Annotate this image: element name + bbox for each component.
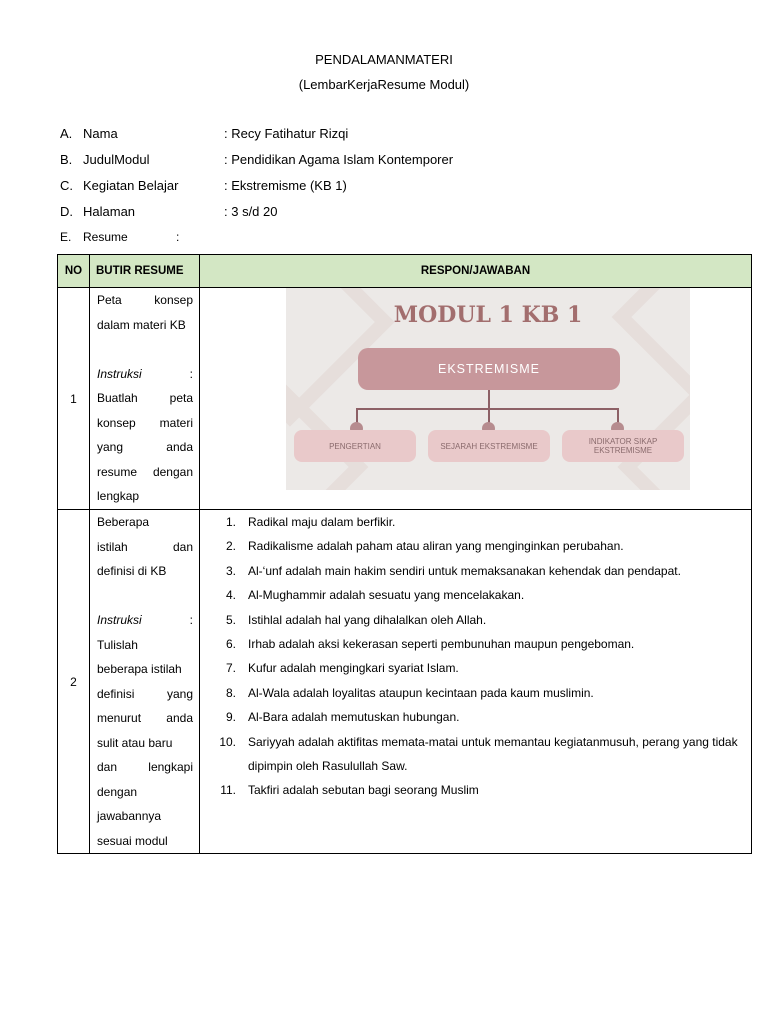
concept-child-node: INDIKATOR SIKAP EKSTREMISME: [562, 430, 684, 462]
list-item: 3. Al-‘unf adalah main hakim sendiri untuk memaksanakan kehendak dan pendapat.: [225, 563, 681, 578]
header-respon-jawaban: RESPON/JAWABAN: [200, 255, 752, 288]
document-subtitle: (LembarKerjaResume Modul): [298, 77, 470, 92]
info-row-nama: A. Nama : Recy Fatihatur Rizqi: [60, 126, 349, 141]
list-item: 1. Radikal maju dalam berfikir.: [225, 515, 396, 529]
info-row-judul-modul: B. JudulModul : Pendidikan Agama Islam Kontemporer: [60, 152, 454, 167]
table-header-row: [58, 255, 752, 288]
list-item: 11. Takfiri adalah sebutan bagi seorang Muslim: [220, 783, 479, 798]
row-number: 2: [58, 510, 90, 854]
concept-map-cell: [200, 288, 752, 510]
terms-list: [200, 510, 751, 803]
concept-child-node: PENGERTIAN: [294, 430, 416, 462]
table-row: [58, 510, 752, 854]
list-item: 5. Istihlal adalah hal yang dihalalkan oleh Allah.: [225, 612, 487, 627]
row-number: 1: [58, 288, 90, 510]
list-item: 7. Kufur adalah mengingkari syariat Islam.: [225, 661, 459, 676]
butir-cell: Beberapa istilah dan definisi di KB Instruksi : Tulislah beberapa istilah definisi yang menurut anda sulit atau baru dan lengkapi dengan jawabannya sesuai modul: [90, 510, 200, 854]
header-butir-resume: BUTIR RESUME: [90, 255, 200, 288]
table-row: [58, 288, 752, 510]
list-item: 4. Al-Mughammir adalah sesuatu yang mencelakakan.: [225, 588, 525, 603]
instruksi-label: Instruksi :: [97, 613, 193, 627]
list-item: 9. Al-Bara adalah memutuskan hubungan.: [225, 710, 460, 725]
info-row-halaman: D. Halaman : 3 s/d 20: [60, 204, 278, 219]
butir-cell: Peta konsep dalam materi KB Instruksi : Buatlah peta konsep materi yang anda resume dengan lengkap: [90, 288, 200, 510]
info-row-resume: E. Resume :: [60, 230, 180, 244]
document-title: PENDALAMANMATERI: [315, 52, 453, 67]
info-row-kegiatan-belajar: C. Kegiatan Belajar : Ekstremisme (KB 1): [60, 178, 347, 193]
concept-root-node: EKSTREMISME: [358, 348, 620, 390]
concept-map-title: MODUL 1 KB 1: [393, 302, 583, 328]
concept-child-node: SEJARAH EKSTREMISME: [428, 430, 550, 462]
list-item: 8. Al-Wala adalah loyalitas ataupun kecintaan pada kaum muslimin.: [225, 685, 594, 700]
concept-map-image: [286, 288, 690, 490]
header-no: NO: [58, 255, 90, 288]
list-item: 6. Irhab adalah aksi kekerasan seperti pembunuhan maupun pengeboman.: [225, 637, 635, 652]
list-item: 2. Radikalisme adalah paham atau aliran yang menginginkan perubahan.: [225, 539, 624, 554]
instruksi-label: Instruksi :: [97, 366, 193, 381]
resume-table: [57, 254, 752, 854]
terms-cell: [200, 510, 752, 854]
list-item: 10. Sariyyah adalah aktifitas memata-matai untuk memantau kegiatanmusuh, perang yang tidak dipimpin oleh Rasulullah Saw.: [219, 734, 738, 774]
